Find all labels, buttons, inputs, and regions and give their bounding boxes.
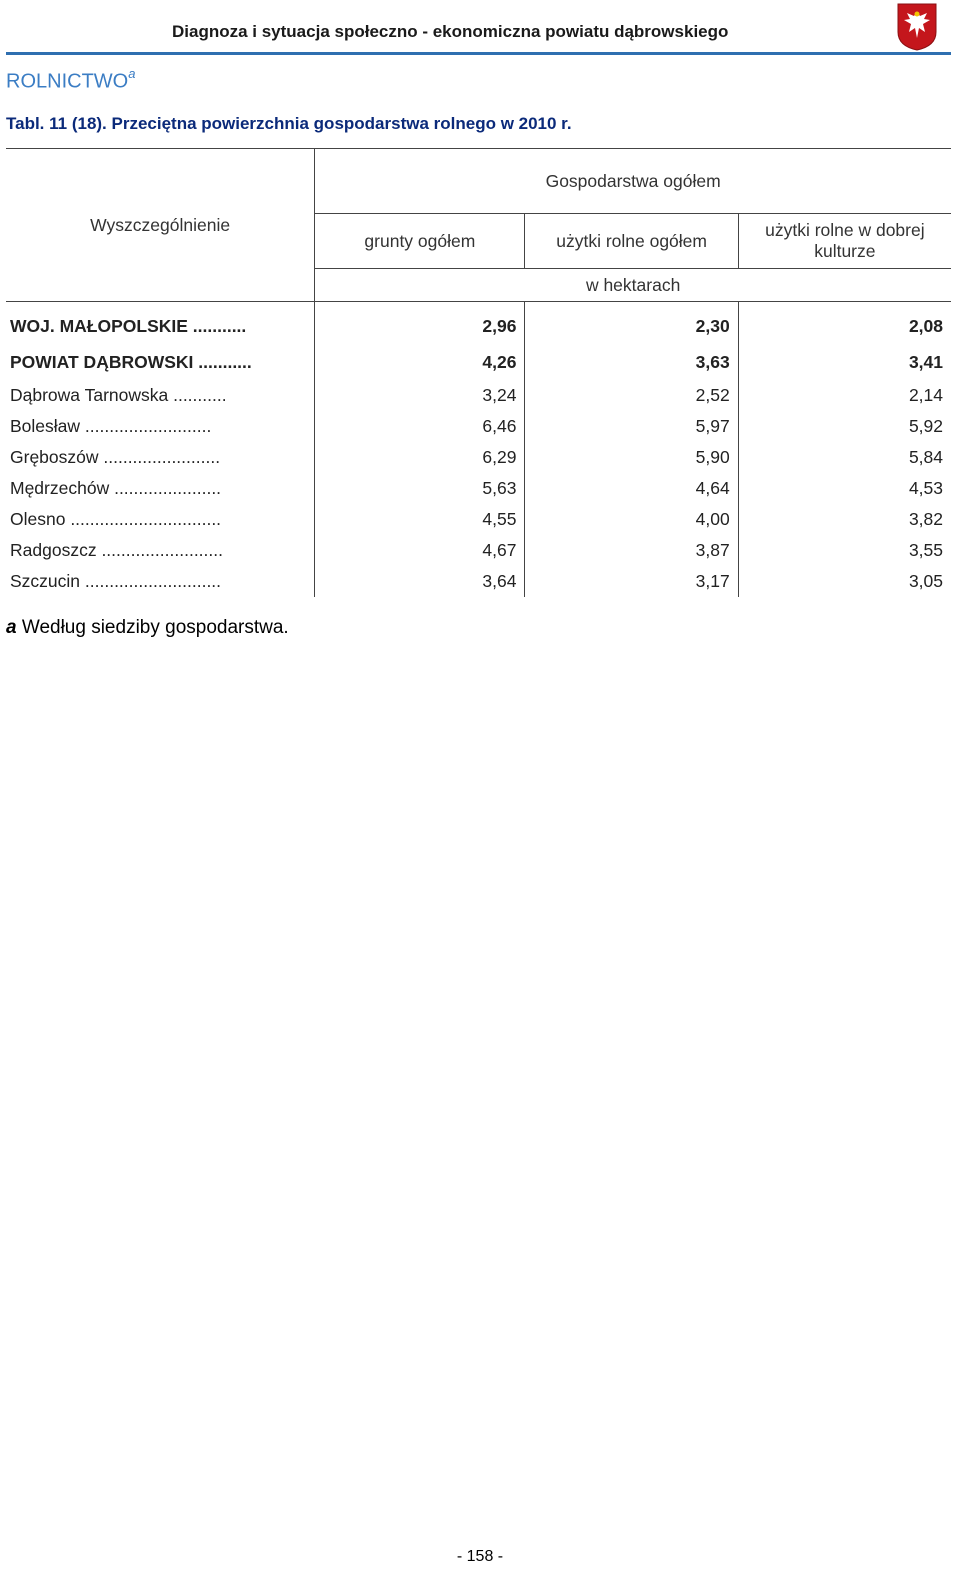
row-dots: ...............................	[65, 509, 222, 529]
table-row	[6, 504, 951, 535]
row-dots: .........................	[96, 540, 223, 560]
cell-uzytki: 2,30	[525, 302, 738, 345]
row-name	[6, 535, 315, 566]
header-col-uzytki: użytki rolne ogółem	[525, 214, 738, 269]
cell-grunty: 6,46	[315, 411, 525, 442]
header-col-grunty: grunty ogółem	[315, 214, 525, 269]
cell-uzytki-kultura: 3,55	[738, 535, 951, 566]
row-name-text: Bolesław	[10, 416, 81, 436]
row-name-text: WOJ. MAŁOPOLSKIE	[10, 315, 188, 336]
cell-uzytki: 4,00	[525, 504, 738, 535]
coat-of-arms-eagle-icon	[896, 2, 938, 52]
row-dots: ...........	[193, 351, 252, 372]
cell-grunty: 4,67	[315, 535, 525, 566]
cell-uzytki-kultura: 2,08	[738, 302, 951, 345]
table-row	[6, 344, 951, 380]
table-row	[6, 380, 951, 411]
document-header-title: Diagnoza i sytuacja społeczno - ekonomiczna powiatu dąbrowskiego	[172, 22, 729, 41]
row-name	[6, 566, 315, 597]
row-name-text: Mędrzechów	[10, 478, 110, 498]
footnote-letter: a	[6, 617, 17, 638]
row-name	[6, 302, 315, 345]
header-divider	[6, 52, 951, 55]
cell-uzytki: 2,52	[525, 380, 738, 411]
row-name-text: Gręboszów	[10, 447, 99, 467]
row-dots: ..........................	[80, 416, 212, 436]
row-name-text: Szczucin	[10, 571, 81, 591]
row-dots: ............................	[80, 571, 222, 591]
cell-uzytki-kultura: 3,05	[738, 566, 951, 597]
farm-area-table	[6, 148, 951, 597]
footnote-text: Według siedziby gospodarstwa.	[16, 617, 289, 638]
cell-uzytki-kultura: 2,14	[738, 380, 951, 411]
table-row	[6, 302, 951, 345]
row-name-text: Olesno	[10, 509, 66, 529]
section-footnote-marker: a	[128, 66, 136, 81]
header-spec: Wyszczególnienie	[6, 149, 315, 302]
cell-uzytki: 4,64	[525, 473, 738, 504]
cell-grunty: 2,96	[315, 302, 525, 345]
cell-uzytki-kultura: 4,53	[738, 473, 951, 504]
header-col-uzytki-kultura: użytki rolne w dobrej kulturze	[738, 214, 951, 269]
header-group: Gospodarstwa ogółem	[315, 149, 951, 214]
cell-grunty: 3,24	[315, 380, 525, 411]
row-name	[6, 504, 315, 535]
cell-grunty: 4,55	[315, 504, 525, 535]
cell-grunty: 5,63	[315, 473, 525, 504]
row-name-text: Dąbrowa Tarnowska	[10, 385, 169, 405]
table-footnote	[6, 617, 289, 639]
table-row	[6, 566, 951, 597]
table-row	[6, 473, 951, 504]
cell-uzytki: 5,97	[525, 411, 738, 442]
table-caption: Tabl. 11 (18). Przeciętna powierzchnia gospodarstwa rolnego w 2010 r.	[6, 114, 572, 133]
table-row	[6, 411, 951, 442]
section-title-text: ROLNICTWO	[6, 70, 129, 93]
cell-uzytki: 3,63	[525, 344, 738, 380]
header-unit: w hektarach	[315, 269, 951, 302]
cell-uzytki: 5,90	[525, 442, 738, 473]
row-name	[6, 380, 315, 411]
row-name-text: POWIAT DĄBROWSKI	[10, 351, 194, 372]
row-dots: ...........	[168, 385, 227, 405]
cell-uzytki-kultura: 3,41	[738, 344, 951, 380]
cell-uzytki-kultura: 3,82	[738, 504, 951, 535]
row-dots: ......................	[109, 478, 222, 498]
cell-grunty: 3,64	[315, 566, 525, 597]
cell-grunty: 6,29	[315, 442, 525, 473]
cell-grunty: 4,26	[315, 344, 525, 380]
table-row	[6, 535, 951, 566]
cell-uzytki: 3,87	[525, 535, 738, 566]
row-name-text: Radgoszcz	[10, 540, 97, 560]
page-number: - 158 -	[456, 1548, 504, 1565]
row-dots: ........................	[98, 447, 221, 467]
row-name	[6, 473, 315, 504]
row-name	[6, 411, 315, 442]
row-name	[6, 442, 315, 473]
section-title	[6, 68, 135, 94]
cell-uzytki: 3,17	[525, 566, 738, 597]
table-row	[6, 442, 951, 473]
row-name	[6, 344, 315, 380]
cell-uzytki-kultura: 5,92	[738, 411, 951, 442]
row-dots: ...........	[187, 315, 247, 336]
cell-uzytki-kultura: 5,84	[738, 442, 951, 473]
